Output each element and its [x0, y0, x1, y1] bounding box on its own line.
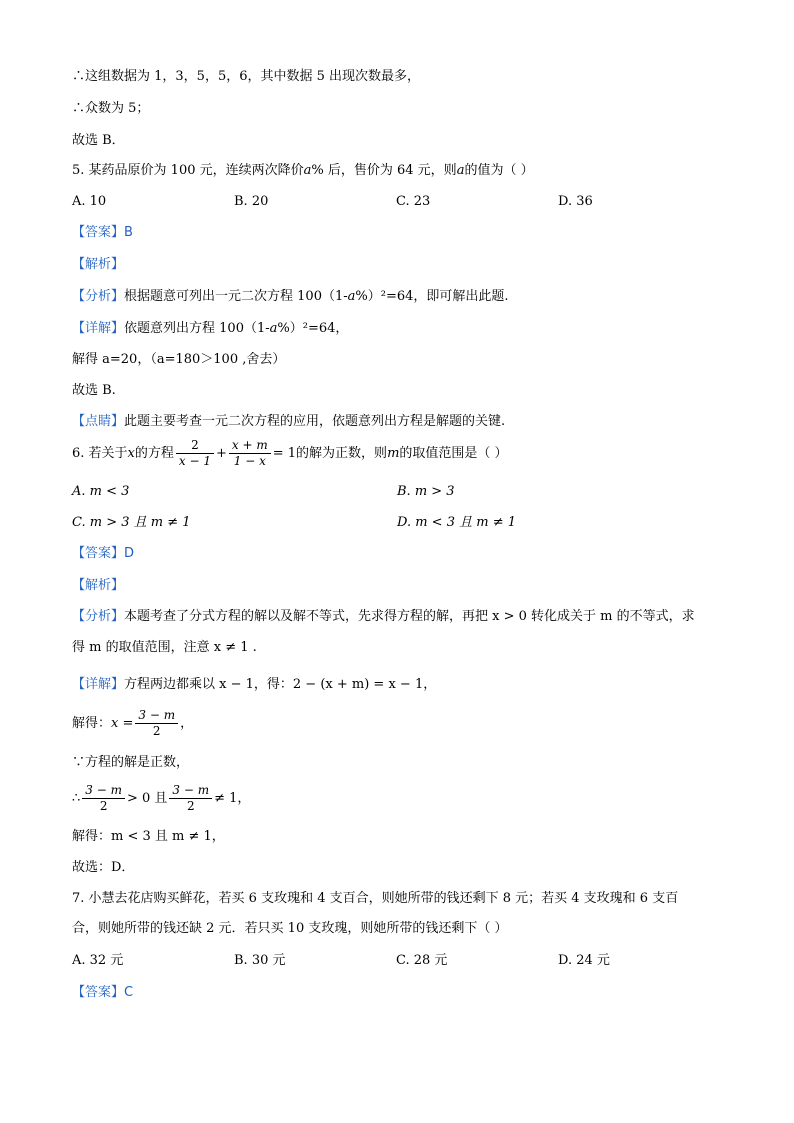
- q7-option-c: C. 28 元: [396, 953, 448, 968]
- q5-var: a: [456, 163, 465, 178]
- question-5: [72, 162, 534, 180]
- question-7: 7. 小慧去花店购买鲜花，若买 6 支玫瑰和 4 支百合，则她所带的钱还剩下 8 元；若买 4 支玫瑰和 6 支百: [72, 891, 679, 906]
- fraction: [82, 783, 125, 814]
- numerator: 3 − m: [169, 783, 212, 799]
- denominator: 2: [186, 799, 195, 813]
- q6-text: 的方程: [134, 446, 174, 461]
- q5-text: 的值为（ ）: [464, 163, 534, 178]
- analysis-text: %）²=64，即可解出此题.: [355, 289, 509, 304]
- denominator: x − 1: [178, 454, 211, 468]
- fraction: [229, 438, 271, 469]
- analysis-label: 【解析】: [72, 578, 125, 593]
- q5-option-b: B. 20: [234, 194, 269, 209]
- therefore-symbol: ∴: [72, 791, 81, 806]
- q5-option-c: C. 23: [396, 194, 431, 209]
- detail-text: %）²=64，: [277, 321, 349, 336]
- text-line: ∴这组数据为 1，3，5，5，6，其中数据 5 出现次数最多，: [72, 69, 421, 84]
- ineq-text: > 0 且: [126, 791, 168, 806]
- operator: +: [216, 446, 227, 461]
- remark-text: 此题主要考查一元二次方程的应用，依题意列出方程是解题的关键.: [124, 414, 506, 429]
- numerator: 3 − m: [135, 708, 178, 724]
- q6-option-b: B. m > 3: [397, 484, 455, 499]
- text-line: ∵方程的解是正数，: [72, 755, 190, 770]
- analysis-label: 【解析】: [72, 257, 125, 272]
- detail-tag: 【详解】: [72, 321, 125, 336]
- answer-label: 【答案】D: [72, 546, 135, 561]
- text-line: 解得 a=20，（a=180＞100 ,舍去）: [72, 352, 286, 367]
- q6-text: 的取值范围是（ ）: [399, 446, 508, 461]
- numerator: 3 − m: [82, 783, 125, 799]
- solution-line: [72, 706, 193, 742]
- remark-tag: 【点睛】: [72, 414, 125, 429]
- numerator: x + m: [229, 438, 271, 454]
- inequality-line: [72, 781, 250, 817]
- fraction: [176, 438, 214, 469]
- analysis-line: [72, 288, 509, 306]
- denominator: 2: [152, 724, 161, 738]
- detail-text: 依题意列出方程 100（1-: [124, 321, 270, 336]
- operator: = 1: [272, 446, 297, 461]
- lhs: x =: [111, 716, 134, 731]
- analysis-tag: 【分析】: [72, 289, 125, 304]
- question-6: [72, 437, 508, 471]
- answer-label: 【答案】B: [72, 225, 133, 240]
- var: x: [127, 446, 135, 461]
- text-line: ∴众数为 5；: [72, 101, 150, 116]
- fraction: [135, 708, 178, 739]
- q6-option-c: C. m > 3 且 m ≠ 1: [72, 515, 191, 530]
- detail-text: 方程两边都乘以 x − 1，得：2 − (x + m) = x − 1，: [124, 677, 437, 692]
- var: a: [269, 321, 278, 336]
- detail-line: [72, 320, 348, 338]
- analysis-tag: 【分析】: [72, 609, 125, 624]
- q5-text: 5. 某药品原价为 100 元，连续两次降价: [72, 163, 304, 178]
- numerator: 2: [176, 438, 214, 454]
- var: m: [387, 446, 400, 461]
- solution-label: 解得：: [72, 716, 112, 731]
- q5-option-a: A. 10: [72, 194, 107, 209]
- denominator: 1 − x: [233, 454, 266, 468]
- q5-text: % 后，售价为 64 元，则: [311, 163, 457, 178]
- answer-label: 【答案】C: [72, 985, 134, 1000]
- q6-text: 的解为正数，则: [296, 446, 388, 461]
- text-line: 故选 B．: [72, 133, 125, 148]
- q5-var: a: [303, 163, 312, 178]
- analysis-line: [72, 608, 695, 626]
- analysis-text: 本题考查了分式方程的解以及解不等式，先求得方程的解，再把 x > 0 转化成关于 m 的不等式，求: [124, 609, 695, 624]
- detail-line: [72, 676, 436, 694]
- text-line: 解得：m < 3 且 m ≠ 1，: [72, 829, 225, 844]
- q6-text: 6. 若关于: [72, 446, 128, 461]
- punct: ，: [180, 716, 194, 731]
- q7-option-b: B. 30 元: [234, 953, 286, 968]
- analysis-line: 得 m 的取值范围，注意 x ≠ 1 .: [72, 640, 257, 655]
- denominator: 2: [99, 799, 108, 813]
- question-7-cont: 合，则她所带的钱还缺 2 元．若只买 10 支玫瑰，则她所带的钱还剩下（ ）: [72, 921, 508, 936]
- q6-option-d: D. m < 3 且 m ≠ 1: [397, 515, 516, 530]
- var: a: [347, 289, 356, 304]
- q7-option-a: A. 32 元: [72, 953, 124, 968]
- q6-option-a: A. m < 3: [72, 484, 130, 499]
- q5-option-d: D. 36: [558, 194, 593, 209]
- text-line: 故选：D．: [72, 860, 135, 875]
- ineq-text: ≠ 1，: [214, 791, 251, 806]
- remark-line: [72, 413, 505, 431]
- text-line: 故选 B.: [72, 383, 116, 398]
- q7-option-d: D. 24 元: [558, 953, 610, 968]
- detail-tag: 【详解】: [72, 677, 125, 692]
- fraction: [169, 783, 212, 814]
- analysis-text: 根据题意可列出一元二次方程 100（1-: [124, 289, 348, 304]
